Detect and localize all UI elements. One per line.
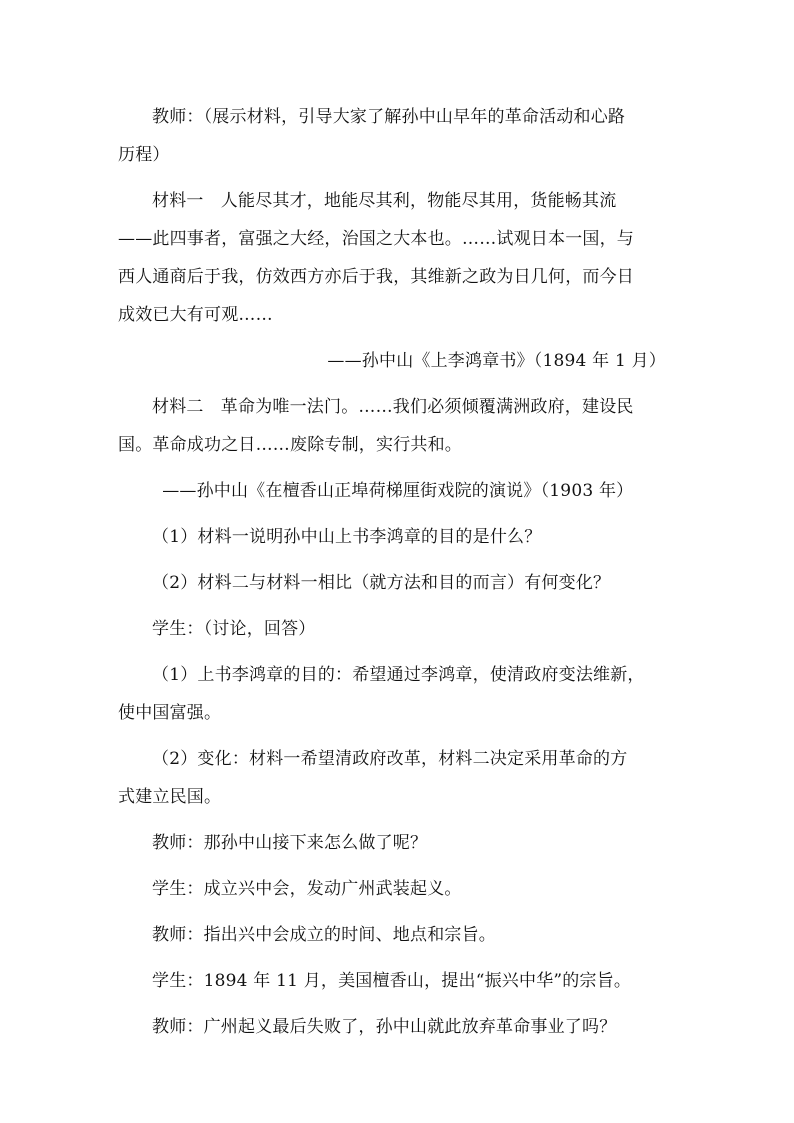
student-paragraph-1 xyxy=(118,610,680,648)
text-line: 使中国富强。 xyxy=(118,703,222,723)
teacher-paragraph-4 xyxy=(118,1008,680,1046)
text-line: ——孙中山《在檀香山正埠荷梯厘街戏院的演说》（1903 年） xyxy=(162,481,634,501)
material-two-citation xyxy=(118,472,680,510)
teacher-paragraph-1 xyxy=(118,98,680,174)
text-line: 学生：（讨论，回答） xyxy=(152,619,316,639)
text-line: 成效已大有可观…… xyxy=(118,305,273,325)
material-one-citation xyxy=(118,342,680,380)
document-page xyxy=(118,98,680,1054)
text-line: （1）上书李鸿章的目的：希望通过李鸿章，使清政府变法维新， xyxy=(152,665,645,685)
student-paragraph-2 xyxy=(118,870,680,908)
teacher-paragraph-3 xyxy=(118,916,680,954)
text-line: （2）变化：材料一希望清政府改革，材料二决定采用革命的方 xyxy=(152,749,628,769)
text-line: 教师：指出兴中会成立的时间、地点和宗旨。 xyxy=(152,925,496,945)
text-line: ——孙中山《上李鸿章书》（1894 年 1 月） xyxy=(327,351,666,371)
text-line: 历程） xyxy=(118,145,170,165)
answer-1 xyxy=(118,656,680,732)
text-line: （1）材料一说明孙中山上书李鸿章的目的是什么？ xyxy=(152,527,542,547)
text-line: 西人通商后于我，仿效西方亦后于我，其维新之政为日几何，而今日 xyxy=(118,267,634,287)
student-paragraph-3 xyxy=(118,962,680,1000)
material-one-paragraph xyxy=(118,182,680,334)
text-line: ——此四事者，富强之大经，治国之大本也。……试观日本一国，与 xyxy=(118,229,634,249)
answer-2 xyxy=(118,740,680,816)
teacher-paragraph-2 xyxy=(118,824,680,862)
question-2 xyxy=(118,564,680,602)
text-line: 国。革命成功之日……废除专制，实行共和。 xyxy=(118,435,462,455)
text-line: 教师：广州起义最后失败了，孙中山就此放弃革命事业了吗？ xyxy=(152,1017,617,1037)
text-line: 教师：那孙中山接下来怎么做了呢？ xyxy=(152,833,428,853)
text-line: 学生：1894 年 11 月，美国檀香山，提出“振兴中华”的宗旨。 xyxy=(152,971,632,991)
text-line: 式建立民国。 xyxy=(118,787,222,807)
text-line: 材料一 人能尽其才，地能尽其利，物能尽其用，货能畅其流 xyxy=(152,191,617,211)
text-line: 学生：成立兴中会，发动广州武装起义。 xyxy=(152,879,462,899)
question-1 xyxy=(118,518,680,556)
text-line: （2）材料二与材料一相比（就方法和目的而言）有何变化？ xyxy=(152,573,611,593)
text-line: 教师：（展示材料，引导大家了解孙中山早年的革命活动和心路 xyxy=(152,107,626,127)
text-line: 材料二 革命为唯一法门。……我们必须倾覆满洲政府，建设民 xyxy=(152,397,634,417)
material-two-paragraph xyxy=(118,388,680,464)
